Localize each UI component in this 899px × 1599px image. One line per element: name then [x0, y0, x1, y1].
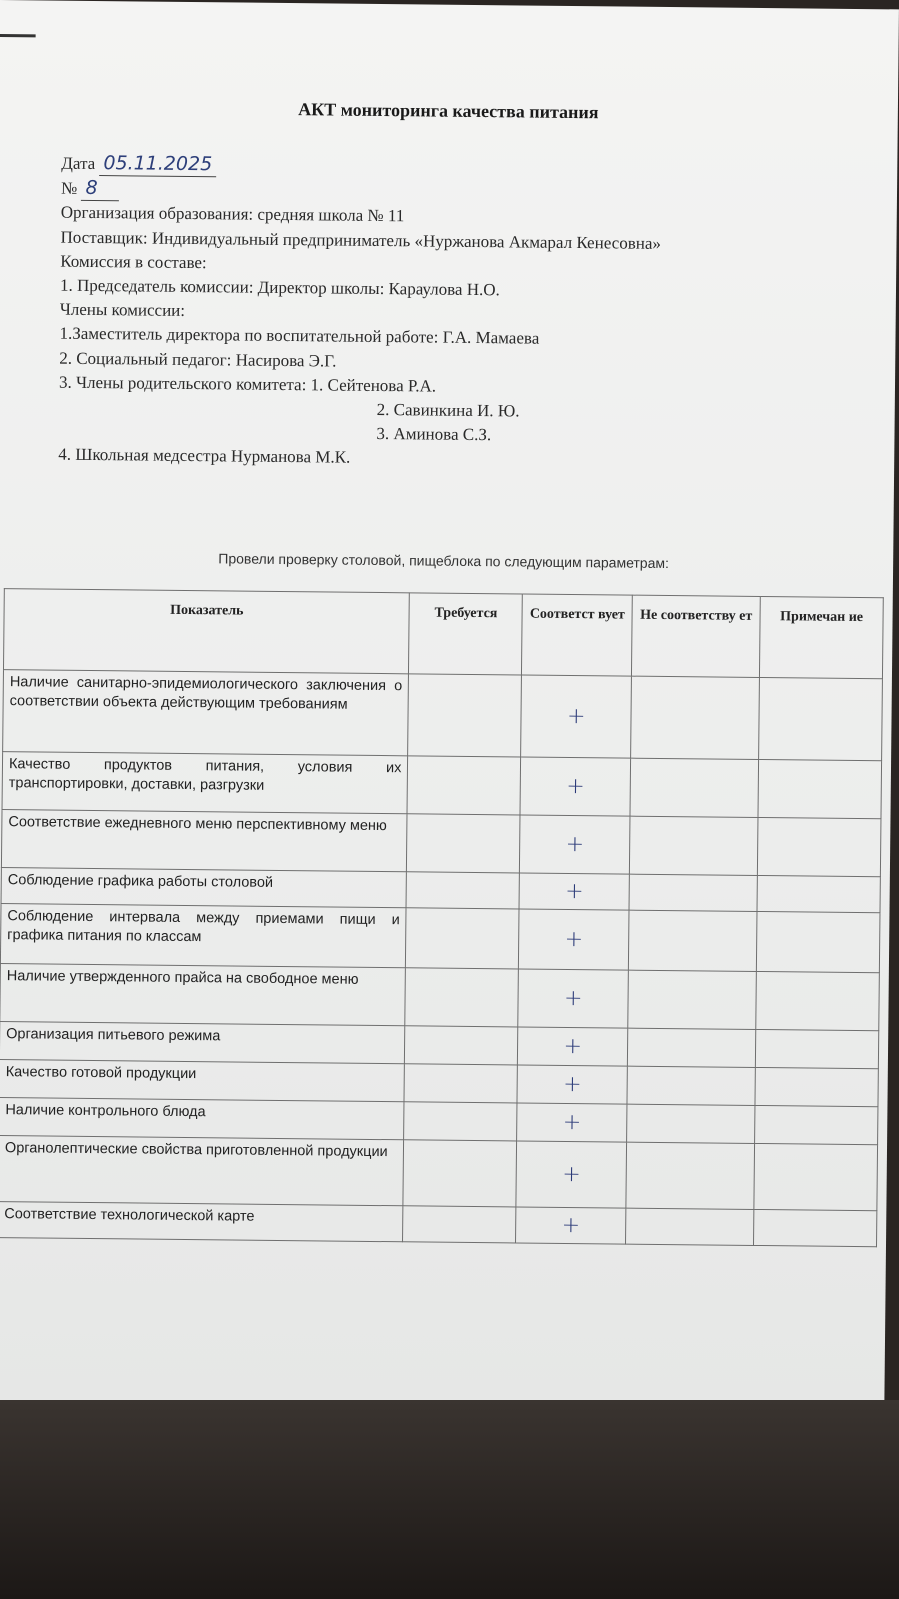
note-cell — [754, 1209, 877, 1246]
not-complies-cell — [629, 874, 757, 911]
required-cell — [403, 1140, 517, 1207]
header-required: Требуется — [409, 593, 523, 675]
complies-mark: + — [520, 815, 631, 874]
not-complies-cell — [631, 676, 760, 759]
indicator-cell: Соответствие технологической карте — [0, 1202, 403, 1242]
indicator-cell: Соответствие ежедневного меню перспективному меню — [1, 810, 407, 872]
indicator-cell: Наличие утвержденного прайса на свободное меню — [0, 964, 406, 1026]
edge-mark — [0, 34, 36, 37]
indicator-cell: Качество готовой продукции — [0, 1060, 405, 1102]
indicator-cell: Соблюдение графика работы столовой — [1, 868, 407, 908]
required-cell — [406, 908, 520, 969]
member-line: 2. Социальный педагог: Насирова Э.Г. — [59, 348, 337, 371]
table-row — [0, 1136, 878, 1211]
number-value: 8 — [81, 176, 119, 202]
complies-mark: + — [520, 757, 631, 816]
complies-mark: + — [516, 1141, 627, 1208]
required-cell — [407, 756, 520, 815]
complies-mark: + — [521, 675, 632, 758]
nurse-line: 4. Школьная медсестра Нурманова М.К. — [58, 445, 351, 468]
complies-mark: + — [519, 873, 629, 910]
document-header — [58, 151, 662, 474]
date-label: Дата — [61, 153, 96, 174]
complies-mark: + — [519, 909, 630, 970]
required-cell — [405, 1026, 518, 1065]
organization-line: Организация образования: средняя школа № 11 — [60, 203, 405, 226]
indicator-cell: Наличие контрольного блюда — [0, 1098, 404, 1140]
table-row — [0, 904, 880, 973]
note-cell — [755, 1029, 878, 1068]
required-cell — [408, 674, 522, 757]
table-row — [3, 670, 883, 761]
table-row — [2, 752, 882, 819]
indicator-cell: Организация питьевого режима — [0, 1022, 405, 1064]
header-indicator: Показатель — [3, 589, 409, 674]
complies-mark: + — [516, 1207, 626, 1244]
table-row — [0, 964, 879, 1031]
note-cell — [755, 1105, 878, 1144]
not-complies-cell — [630, 816, 758, 875]
note-cell — [757, 875, 880, 912]
note-cell — [758, 759, 882, 818]
member-line: 3. Аминова С.З. — [376, 424, 492, 445]
not-complies-cell — [627, 1066, 755, 1105]
note-cell — [757, 817, 881, 876]
complies-mark: + — [518, 1027, 628, 1066]
required-cell — [406, 872, 519, 909]
date-value: 05.11.2025 — [99, 151, 216, 177]
inspection-table — [0, 588, 884, 1247]
not-complies-cell — [627, 1104, 755, 1143]
required-cell — [407, 814, 520, 873]
not-complies-cell — [628, 970, 756, 1029]
member-line: 2. Савинкина И. Ю. — [376, 399, 520, 421]
table-header-row — [3, 589, 883, 679]
not-complies-cell — [629, 910, 758, 971]
note-cell — [754, 1143, 878, 1210]
required-cell — [405, 968, 518, 1027]
commission-line: Комиссия в составе: — [60, 251, 207, 272]
not-complies-cell — [628, 1028, 756, 1067]
indicator-cell: Наличие санитарно-эпидемиологического заключения о соответствии объекта действующим требованиям — [3, 670, 409, 756]
header-note: Примечан ие — [760, 596, 884, 678]
note-cell — [756, 971, 880, 1030]
complies-mark: + — [517, 1065, 627, 1104]
required-cell — [404, 1102, 517, 1141]
supplier-line: Поставщик: Индивидуальный предприниматель «Нуржанова Акмарал Кенесовна» — [60, 227, 662, 253]
note-cell — [759, 677, 883, 760]
indicator-cell: Органолептические свойства приготовленной продукции — [0, 1136, 404, 1206]
table-row — [1, 810, 881, 877]
note-cell — [755, 1067, 878, 1106]
required-cell — [403, 1206, 516, 1243]
complies-mark: + — [518, 969, 629, 1028]
member-line: 1.Заместитель директора по воспитательной работе: Г.А. Мамаева — [59, 324, 540, 349]
number-label: № — [60, 178, 78, 199]
required-cell — [404, 1064, 517, 1103]
document-title: АКТ мониторинга качества питания — [298, 99, 599, 123]
not-complies-cell — [626, 1208, 754, 1245]
note-cell — [756, 911, 880, 972]
desk-background — [0, 1400, 899, 1599]
member-line: 3. Члены родительского комитета: 1. Сейтенова Р.А. — [58, 372, 437, 396]
members-heading: Члены комиссии: — [59, 299, 186, 321]
header-complies: Соответст вует — [522, 594, 633, 676]
complies-mark: + — [517, 1103, 627, 1142]
indicator-cell: Качество продуктов питания, условия их транспортировки, доставки, разгрузки — [2, 752, 408, 814]
not-complies-cell — [626, 1142, 755, 1209]
chairman-line: 1. Председатель комиссии: Директор школы: Караулова Н.О. — [59, 275, 500, 300]
indicator-cell: Соблюдение интервала между приемами пищи и графика питания по классам — [0, 904, 406, 968]
table-caption: Провели проверку столовой, пищеблока по следующим параметрам: — [218, 550, 670, 572]
not-complies-cell — [630, 758, 758, 817]
header-not-complies: Не соответству ет — [632, 595, 761, 677]
